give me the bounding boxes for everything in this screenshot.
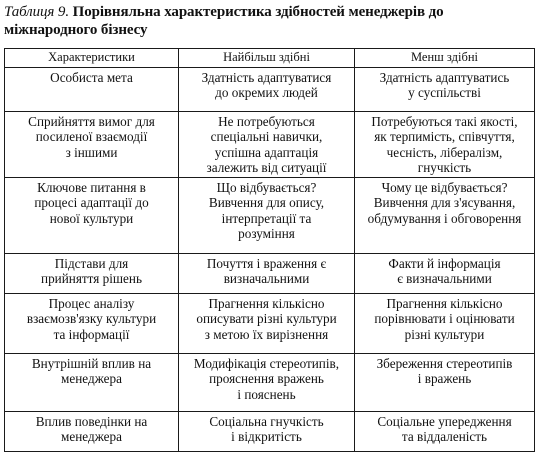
row-characteristic: Сприйняття вимог для посиленої взаємодії з іншими <box>5 111 179 177</box>
caption-title: Порівняльна характеристика здібностей менеджерів до міжнародного бізнесу <box>4 4 444 38</box>
column-header-most-capable: Найбільш здібні <box>179 49 355 68</box>
table-caption <box>4 3 534 39</box>
less-capable-cell: Здатність адаптуватись у суспільстві <box>355 67 535 111</box>
row-characteristic: Вплив поведінки на менеджера <box>5 411 179 451</box>
less-capable-cell: Соціальне упередження та віддаленість <box>355 411 535 451</box>
less-capable-cell: Потребуються такі якості, як терпимість, співчуття, чесність, лібералізм, гнучкість <box>355 111 535 177</box>
less-capable-cell: Чому це відбувається? Вивчення для з'ясування, обдумування і обговорення <box>355 177 535 253</box>
most-capable-cell: Почуття і враження є визначальними <box>179 253 355 293</box>
header-row <box>5 49 535 68</box>
row-characteristic: Особиста мета <box>5 67 179 111</box>
caption-label: Таблиця 9. <box>4 4 69 20</box>
most-capable-cell: Здатність адаптуватися до окремих людей <box>179 67 355 111</box>
table-row <box>5 293 535 353</box>
row-characteristic: Внутрішній вплив на менеджера <box>5 353 179 411</box>
table-row <box>5 411 535 451</box>
comparison-table <box>4 48 535 452</box>
column-header-characteristics: Характеристики <box>5 49 179 68</box>
table-row <box>5 177 535 253</box>
row-characteristic: Процес аналізу взаємозв'язку культури та інформації <box>5 293 179 353</box>
table-row <box>5 67 535 111</box>
table-row <box>5 253 535 293</box>
table-row <box>5 111 535 177</box>
most-capable-cell: Соціальна гнучкість і відкритість <box>179 411 355 451</box>
column-header-less-capable: Менш здібні <box>355 49 535 68</box>
row-characteristic: Ключове питання в процесі адаптації до нової культури <box>5 177 179 253</box>
most-capable-cell: Модифікація стереотипів, прояснення вражень і пояснень <box>179 353 355 411</box>
less-capable-cell: Факти й інформація є визначальними <box>355 253 535 293</box>
less-capable-cell: Прагнення кількісно порівнювати і оцінювати різні культури <box>355 293 535 353</box>
most-capable-cell: Що відбувається? Вивчення для опису, інтерпретації та розуміння <box>179 177 355 253</box>
less-capable-cell: Збереження стереотипів і вражень <box>355 353 535 411</box>
row-characteristic: Підстави для прийняття рішень <box>5 253 179 293</box>
most-capable-cell: Прагнення кількісно описувати різні культури з метою їх вирізнення <box>179 293 355 353</box>
table-row <box>5 353 535 411</box>
most-capable-cell: Не потребуються спеціальні навички, успішна адаптація залежить від ситуації <box>179 111 355 177</box>
